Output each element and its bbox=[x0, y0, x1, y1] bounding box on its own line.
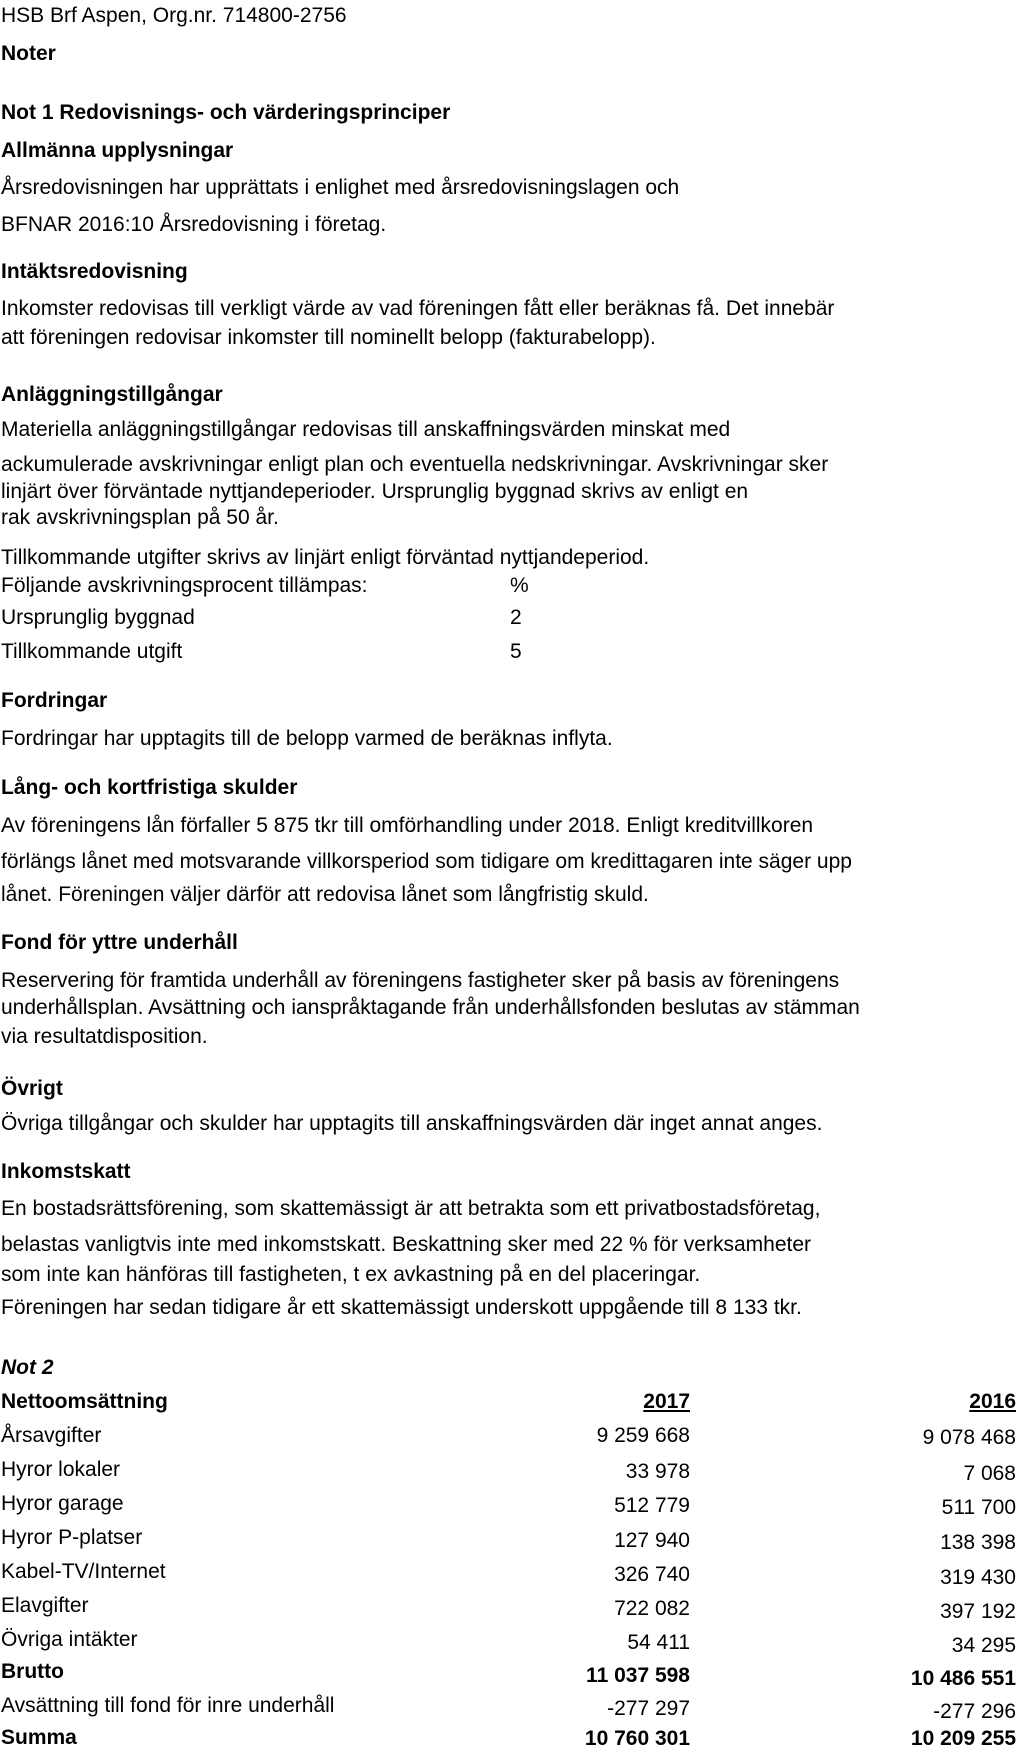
receivables-heading: Fordringar bbox=[1, 689, 108, 712]
maintenance-fund-line: via resultatdisposition. bbox=[1, 1025, 208, 1048]
general-line: BFNAR 2016:10 Årsredovisning i företag. bbox=[1, 213, 387, 236]
net-sales-heading: Nettoomsättning bbox=[1, 1390, 168, 1413]
table-row-label: Årsavgifter bbox=[1, 1424, 102, 1447]
organization-line: HSB Brf Aspen, Org.nr. 714800-2756 bbox=[1, 4, 347, 27]
debts-heading: Lång- och kortfristiga skulder bbox=[1, 776, 298, 799]
table-cell-2016: 10 209 255 bbox=[910, 1727, 1016, 1750]
table-cell-2017: 326 740 bbox=[614, 1563, 690, 1586]
table-row-label: Övriga intäkter bbox=[1, 1628, 138, 1651]
maintenance-fund-heading: Fond för yttre underhåll bbox=[1, 931, 238, 954]
revenue-line: att föreningen redovisar inkomster till nominellt belopp (fakturabelopp). bbox=[1, 326, 656, 349]
table-cell-2016: 9 078 468 bbox=[922, 1426, 1016, 1449]
column-header-2016: 2016 bbox=[969, 1390, 1016, 1413]
table-row-label: Summa bbox=[1, 1726, 77, 1749]
table-cell-2017: -277 297 bbox=[607, 1697, 690, 1720]
income-tax-line: som inte kan hänföras till fastigheten, t ex avkastning på en del placeringar. bbox=[1, 1263, 701, 1286]
revenue-heading: Intäktsredovisning bbox=[1, 260, 188, 283]
table-row-label: Hyror lokaler bbox=[1, 1458, 121, 1481]
depreciation-rates-label: Följande avskrivningsprocent tillämpas: bbox=[1, 574, 368, 597]
maintenance-fund-line: underhållsplan. Avsättning och ianspråktagande från underhållsfonden beslutas av stämman bbox=[1, 996, 860, 1019]
table-cell-2016: 34 295 bbox=[951, 1634, 1016, 1657]
income-tax-line: Föreningen har sedan tidigare år ett skattemässigt underskott uppgående till 8 133 tkr. bbox=[1, 1296, 802, 1319]
table-row-label: Hyror garage bbox=[1, 1492, 124, 1515]
table-cell-2017: 127 940 bbox=[614, 1529, 690, 1552]
table-cell-2016: -277 296 bbox=[933, 1700, 1016, 1723]
fixed-assets-line: Materiella anläggningstillgångar redovisas till anskaffningsvärden minskat med bbox=[1, 418, 731, 441]
debts-line: förlängs lånet med motsvarande villkorsperiod som tidigare om kredittagaren inte säger upp bbox=[1, 850, 852, 873]
fixed-assets-line: linjärt över förväntade nyttjandeperioder. Ursprunglig byggnad skrivs av enligt en bbox=[1, 480, 749, 503]
note2-label: Not 2 bbox=[1, 1356, 54, 1379]
fixed-assets-line: rak avskrivningsplan på 50 år. bbox=[1, 506, 279, 529]
table-row-label: Kabel-TV/Internet bbox=[1, 1560, 166, 1583]
rate-value: 5 bbox=[510, 640, 522, 663]
table-row-label: Brutto bbox=[1, 1660, 64, 1683]
table-cell-2017: 11 037 598 bbox=[586, 1664, 690, 1687]
fixed-assets-line: ackumulerade avskrivningar enligt plan och eventuella nedskrivningar. Avskrivningar sker bbox=[1, 453, 829, 476]
maintenance-fund-line: Reservering för framtida underhåll av föreningens fastigheter sker på basis av föreningens bbox=[1, 969, 840, 992]
table-cell-2016: 319 430 bbox=[940, 1566, 1016, 1589]
table-cell-2016: 397 192 bbox=[940, 1600, 1016, 1623]
income-tax-heading: Inkomstskatt bbox=[1, 1160, 131, 1183]
table-cell-2017: 9 259 668 bbox=[596, 1424, 690, 1447]
table-cell-2016: 511 700 bbox=[941, 1496, 1016, 1519]
income-tax-line: En bostadsrättsförening, som skattemässigt är att betrakta som ett privatbostadsföretag, bbox=[1, 1197, 821, 1220]
general-heading: Allmänna upplysningar bbox=[1, 139, 234, 162]
table-cell-2016: 7 068 bbox=[963, 1462, 1016, 1485]
receivables-line: Fordringar har upptagits till de belopp varmed de beräknas inflyta. bbox=[1, 727, 613, 750]
general-line: Årsredovisningen har upprättats i enlighet med årsredovisningslagen och bbox=[1, 176, 680, 199]
other-heading: Övrigt bbox=[1, 1077, 63, 1100]
rate-value: 2 bbox=[510, 606, 522, 629]
rate-label: Ursprunglig byggnad bbox=[1, 606, 195, 629]
table-cell-2017: 10 760 301 bbox=[584, 1727, 690, 1750]
revenue-line: Inkomster redovisas till verkligt värde av vad föreningen fått eller beräknas få. Det innebär bbox=[1, 297, 835, 320]
table-cell-2017: 33 978 bbox=[625, 1460, 690, 1483]
table-row-label: Elavgifter bbox=[1, 1594, 89, 1617]
table-row-label: Avsättning till fond för inre underhåll bbox=[1, 1694, 335, 1717]
depreciation-unit: % bbox=[510, 574, 529, 597]
table-cell-2017: 512 779 bbox=[614, 1494, 690, 1517]
table-cell-2017: 54 411 bbox=[627, 1631, 690, 1654]
note1-title: Not 1 Redovisnings- och värderingsprinciper bbox=[1, 101, 451, 124]
table-cell-2017: 722 082 bbox=[614, 1597, 690, 1620]
notes-title: Noter bbox=[1, 42, 56, 65]
table-row-label: Hyror P-platser bbox=[1, 1526, 143, 1549]
other-line: Övriga tillgångar och skulder har upptagits till anskaffningsvärden där inget annat anges. bbox=[1, 1112, 823, 1135]
table-cell-2016: 138 398 bbox=[940, 1531, 1016, 1554]
fixed-assets-heading: Anläggningstillgångar bbox=[1, 383, 223, 406]
table-cell-2016: 10 486 551 bbox=[910, 1667, 1016, 1690]
debts-line: Av föreningens lån förfaller 5 875 tkr till omförhandling under 2018. Enligt kreditvillkoren bbox=[1, 814, 814, 837]
rate-label: Tillkommande utgift bbox=[1, 640, 183, 663]
debts-line: lånet. Föreningen väljer därför att redovisa lånet som långfristig skuld. bbox=[1, 883, 649, 906]
column-header-2017: 2017 bbox=[643, 1390, 690, 1413]
income-tax-line: belastas vanligtvis inte med inkomstskatt. Beskattning sker med 22 % för verksamheter bbox=[1, 1233, 812, 1256]
fixed-assets-line: Tillkommande utgifter skrivs av linjärt enligt förväntad nyttjandeperiod. bbox=[1, 546, 650, 569]
